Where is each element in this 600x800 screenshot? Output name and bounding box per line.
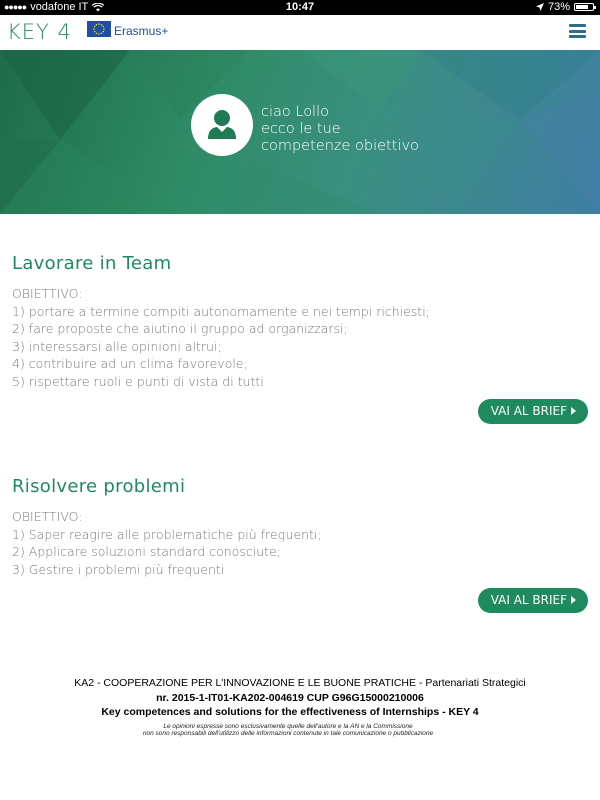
brief-button-label: VAI AL BRIEF <box>490 404 567 418</box>
battery-percent: 73% <box>547 1 570 13</box>
footer-program-line: KA2 - COOPERAZIONE PER L'INNOVAZIONE E LE BUONE PRATICHE - Partenariati Strategici <box>74 677 526 689</box>
user-icon <box>191 94 253 156</box>
footer-project-title: Key competences and solutions for the effectiveness of Internships - KEY 4 <box>101 706 479 718</box>
brief-button-team[interactable] <box>478 399 588 424</box>
hero-banner <box>0 50 600 214</box>
greeting-line-3: competenze obiettivo <box>261 138 419 154</box>
brand-logo[interactable]: KEY 4 <box>7 20 72 44</box>
greeting-line-1: ciao Lollo <box>261 104 329 120</box>
signal-icon: ●●●●● <box>4 2 27 12</box>
section-title: Lavorare in Team <box>12 253 172 274</box>
caret-right-icon <box>571 596 576 604</box>
objective-list <box>12 508 588 578</box>
objective-item: 3) Gestire i problemi più frequenti <box>12 561 225 577</box>
objective-label: OBIETTIVO: <box>12 509 83 524</box>
eu-flag-icon <box>87 21 111 37</box>
objective-item: 2) fare proposte che aiutino il gruppo ad organizzarsi; <box>12 321 348 337</box>
clock: 10:47 <box>285 1 315 13</box>
objective-item: 1) Saper reagire alle problematiche più frequenti; <box>12 526 322 542</box>
avatar <box>191 94 253 156</box>
objective-item: 3) interessarsi alle opinioni altrui; <box>12 338 222 354</box>
footer-project-number: nr. 2015-1-IT01-KA202-004619 CUP G96G15000210006 <box>156 692 424 704</box>
section-title: Risolvere problemi <box>12 476 186 497</box>
objective-item: 1) portare a termine compiti autonomamente e nei tempi richiesti; <box>12 303 430 319</box>
erasmus-label: Erasmus+ <box>114 24 169 38</box>
footer-disclaimer-line-1: Le opinioni espresse sono esclusivamente quelle dell'autore e la AN e la Commissione <box>163 723 413 730</box>
caret-right-icon <box>571 407 576 415</box>
top-navbar <box>0 15 600 51</box>
objective-list <box>12 285 588 391</box>
carrier-label: vodafone IT <box>30 1 89 13</box>
objective-label: OBIETTIVO: <box>12 286 83 301</box>
objective-item: 5) rispettare ruoli e punti di vista di tutti <box>12 373 264 389</box>
brief-button-label: VAI AL BRIEF <box>490 593 567 607</box>
hamburger-menu-icon[interactable] <box>569 24 586 38</box>
status-bar <box>0 0 600 15</box>
greeting-text <box>261 104 419 155</box>
competence-section-team <box>12 253 588 425</box>
greeting-line-2: ecco le tue <box>261 121 341 137</box>
footer-disclaimer-line-2: non sono responsabili dell'utilizzo delle informazioni contenute in tale comunicazione o pubblicazione <box>142 730 434 737</box>
battery-icon <box>574 3 594 11</box>
competence-section-problems <box>12 476 588 616</box>
brief-button-problems[interactable] <box>478 588 588 613</box>
footer-disclaimer <box>0 677 600 737</box>
objective-item: 2) Applicare soluzioni standard conosciute; <box>12 544 281 560</box>
objective-item: 4) contribuire ad un clima favorevole; <box>12 356 248 372</box>
location-arrow-icon <box>536 3 544 11</box>
